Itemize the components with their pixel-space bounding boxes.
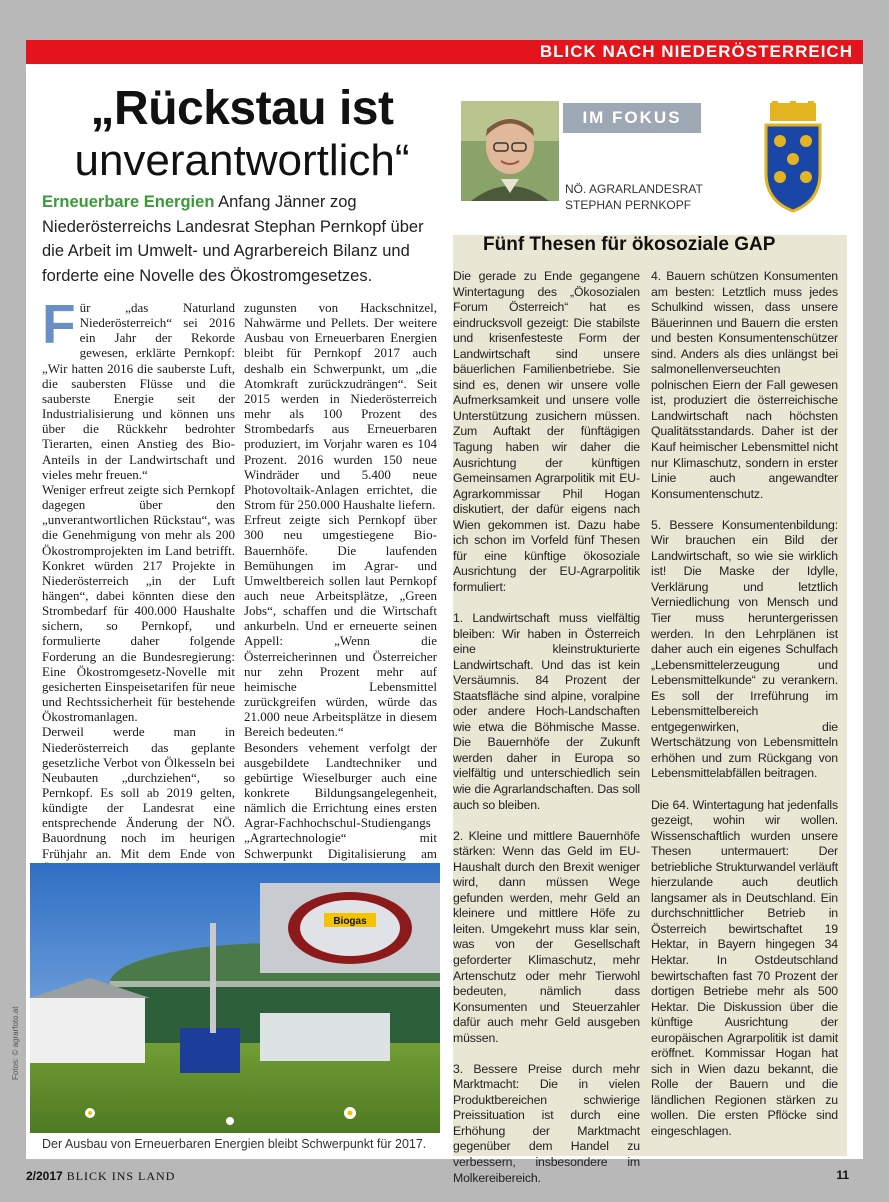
- fokus-title: Fünf Thesen für ökosoziale GAP: [483, 234, 776, 255]
- fokus-column-2: [651, 269, 838, 1155]
- portrait-illustration: [461, 101, 559, 201]
- fokus-header: [453, 93, 847, 235]
- paragraph: Derweil werde man in Niederösterreich das geplante gesetzliche Verbot von Ölkesseln bei Neubauten „durchziehen“, so Pernkopf. Es soll ab 2019 gelten, kündigte der Landesrat eine entsprechende Änderung der NÖ. Bauordnung noch im heurigen Frühjahr an. Mit dem Ende von: [42, 724, 235, 861]
- article-column-2: [244, 300, 437, 891]
- paragraph-text: Besonders vehement verfolgt der ausgebildete Landtechniker und gebürtige Wieselburger auch eine konkrete Bildungsangelegenheit, nämlich die Errichtung eines ersten Agrar-Fachhochschul-Studiengangs „Agrartechnologie“ mit Schwerpunkt Digitalisierung am: [244, 739, 437, 861]
- headline-line-1: „Rückstau ist: [90, 82, 394, 135]
- paragraph: 1. Landwirtschaft muss vielfältig bleiben: Wir haben in Österreich eine kleinstrukturierte Landwirtschaft. Und das ist kein Versäumnis. 84 Prozent der Staatsfläche sind alpine, voralpine oder andere Hoch-Landschaften wie etwa die Böhmische Masse. Die Bauernhöfe der Zukunft werden daher in Europa so vielfältig und unterschiedlich sein wie die Agrarlandschaften. Das soll auch so bleiben.: [453, 610, 640, 812]
- role-line-2: STEPHAN PERNKOPF: [565, 198, 692, 212]
- paragraph: zugunsten von Hackschnitzel, Nahwärme und Pellets. Der weitere Ausbau von Erneuerbaren Energien bleibt für Pernkopf 2017 auch deshalb ein Schwerpunkt, um „die Atomkraft zurückzudrängen“. Seit 2015 werden in Niederösterreich mehr als 100 Prozent des Strombedarfs aus Erneuerbaren produziert, im Vorjahr waren es 104 Prozent. 2016 wurden 150 neue Windräder und 5.400 neue Photovoltaik-Anlagen errichtet, die Strom für 250.000 Haushalte liefern.: [244, 300, 437, 513]
- fokus-column-1: [453, 269, 640, 1202]
- paragraph: 4. Bauern schützen Konsumenten am besten: Letztlich muss jedes Schulkind wissen, dass unsere Bäuerinnen und Bauern die ersten und besten Konsumentenschützer sind. Anders als dies unlängst bei salmonellenverseuchten polnischen Eiern der Fall gewesen ist, produziert die österreichische Landwirtschaft nach höchsten Qualitätsstandards. Daher ist der Kauf heimischer Lebensmittel nicht nur Klimaschutz, sondern in erster Linie auch angewandter Konsumentenschutz.: [651, 269, 838, 501]
- paragraph: [42, 293, 235, 482]
- section-title: BLICK NACH NIEDERÖSTERREICH: [539, 42, 853, 61]
- photo-caption: Der Ausbau von Erneuerbaren Energien bleibt Schwerpunkt für 2017.: [42, 1137, 427, 1151]
- issue-number: 2/2017: [26, 1169, 63, 1183]
- coat-of-arms-icon: [758, 101, 828, 213]
- fokus-badge: IM FOKUS: [563, 103, 701, 133]
- lead-kicker: Erneuerbare Energien: [42, 193, 215, 211]
- paragraph: 2. Kleine und mittlere Bauernhöfe stärken: Wenn das Geld im EU-Haushalt durch den Brexit weniger wird, dann müssen Wege gefunden werden, mehr Geld an kleinere und mittlere Höfe zu leiten. Umgekehrt muss klar sein, was von der Gesellschaft geforderter Klimaschutz, mehr Artenschutz oder mehr Tierwohl bedeuten, nämlich dass Konsumenten und Steuerzahler dafür auch mehr Geld ausgeben müssen.: [453, 828, 640, 1045]
- paragraph: Die 64. Wintertagung hat jedenfalls gezeigt, wohin wir wollen. Wissenschaftlich wurden unsere Thesen untermauert: Der betriebliche Strukturwandel verläuft hierzulande auch deutlich langsamer als in Deutschland. Ein durchschnittlicher Betrieb in Österreich bewirtschaftet 19 Hektar, in Bayern hingegen 34 Hektar. In Ostdeutschland bewirtschaften fast 70 Prozent der dortigen Betriebe mehr als 500 Hektar. Die Diskussion über die künftige Ausrichtung der europäischen Agrarpolitik ist damit eröffnet. Kommissar Hogan hat sich in Wien dazu bekannt, die Rolle der Bauern und die ländlichen Regionen stärken zu wollen. Die ersten Pflöcke sind eingeschlagen.: [651, 797, 838, 1138]
- headline-line-2: unverantwortlich“: [74, 136, 410, 185]
- footer-issue: [26, 1169, 175, 1184]
- photo-credit: Fotos: © agrarfoto.at: [11, 1006, 20, 1080]
- article-lead: [42, 190, 437, 288]
- paragraph: 5. Bessere Konsumentenbildung: Wir brauchen ein Bild der Landwirtschaft, so wie sie wirklich ist! Die Maske der Idylle, Verklärung und letztlich Verniedlichung von Mensch und Tier muss heruntergerissen werden. In den Lehrplänen ist daher auch ein eigenes Schulfach „Lebensmittelerzeugung und Lebensmittelkunde“ zu verankern. Es soll der Irreführung im Lebensmittelbereich entgegenwirken, die Wertschätzung von Lebensmitteln erhöhen und zum Rückgang von Lebensmittelabfällen beitragen.: [651, 517, 838, 781]
- paragraph: Die gerade zu Ende gegangene Wintertagung des „Ökosozialen Forum Österreich“ hat es eindrucksvoll gezeigt: Die stabilste und krisenfesteste Form der Landwirtschaft sind unsere bäuerlichen Familienbetriebe. Sie sind es, denen wir unsere volle Aufmerksamkeit und unsere volle Unterstützung zusichern müssen. Zum Auftakt der fünftägigen Tagung haben wir daher die Ausrichtung der künftigen Gemeinsamen Agrarpolitik mit EU-Agrarkommissar Phil Hogan diskutiert, der dafür eigens nach Wien gekommen ist. Dazu habe ich schon im Vorfeld fünf Thesen für eine künftige ökosoziale Ausrichtung der EU-Agrarpolitik formuliert:: [453, 269, 640, 594]
- drop-cap: F: [42, 293, 76, 355]
- magazine-name: BLICK INS LAND: [66, 1169, 176, 1183]
- article-headline: [42, 82, 442, 185]
- lead-text: Anfang Jänner zog Niederösterreichs Landesrat Stephan Pernkopf über die Arbeit im Umwelt- und Agrarbereich Bilanz und forderte eine Novelle des Ökostromgesetzes.: [42, 193, 424, 285]
- person-role: [565, 181, 703, 213]
- portrait-photo: [461, 101, 559, 201]
- section-bar: [26, 40, 863, 64]
- paragraph: Weniger erfreut zeigte sich Pernkopf dagegen über den „unverantwortlichen Rückstau“, was die Genehmigung von mehr als 200 Ökostromprojekten im Land betrifft. Konkret würden 217 Projekte in Niederösterreich „in der Luft hängen“, dabei könnten diese den Strombedarf für 400.000 Haushalte sichern, so Pernkopf, und formulierte daher folgende Forderung an die Bundesregierung: Eine Ökostromgesetz-Novelle mit gesicherten Einspeisetarifen für neue und Rechtssicherheit für bestehende Ökostromanlagen.: [42, 481, 235, 725]
- paragraph: 3. Bessere Preise durch mehr Marktmacht: Die in vielen Produktbereichen schwierige Preissituation ist durch eine Erhöhung der Marktmacht gegenüber dem Handel zu verbessern, insbesondere im Molkereibereich.: [453, 1061, 640, 1185]
- biogas-label: Biogas: [333, 916, 367, 927]
- paragraph: Erfreut zeigte sich Pernkopf über 300 neu umgestiegene Bio-Bauernhöfe. Die laufenden Bemühungen im Agrar- und Umweltbereich sollen laut Pernkopf auch neue Arbeitsplätze, „Green Jobs“, schaffen und die Wirtschaft ankurbeln. Und er erneuerte seinen Appell: „Wenn die Österreicherinnen und Österreicher nur zehn Prozent mehr auf heimische Lebensmittel zurückgreifen würden, würde das 21.000 neue Arbeitsplätze in diesem Bereich bedeuten.“: [244, 512, 437, 740]
- role-line-1: NÖ. AGRARLANDESRAT: [565, 182, 703, 196]
- paragraph-text: ür „das Naturland Niederösterreich“ sei 2016 ein Jahr der Rekorde gewesen, erklärte Pernkopf: „Wir hatten 2016 die sauberste Luft, die saubersten Flüsse und die sauberste Energie seit der Industrialisierung und können uns über die Rückkehr bedrohter Tierarten, einen Anstieg des Bio-Anteils in der Landwirtschaft und vieles mehr freuen.“: [42, 300, 235, 482]
- biogas-plant-photo: [30, 863, 440, 1133]
- page-number: 11: [836, 1168, 849, 1182]
- article-column-1: [42, 293, 235, 906]
- photo-illustration: [30, 863, 440, 1133]
